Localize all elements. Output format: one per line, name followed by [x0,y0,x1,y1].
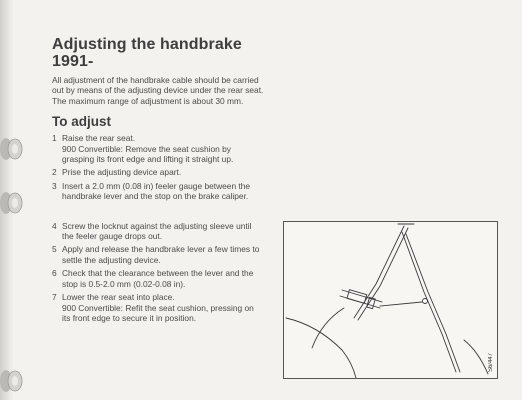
step-item [52,268,264,289]
step-item [52,181,264,202]
step-text: Insert a 2.0 mm (0.08 in) feeler gauge between the handbrake lever and the stop on the brake caliper. [62,180,251,202]
intro-text [52,75,264,106]
handbrake-line-drawing [284,222,497,378]
intro-paragraph: The maximum range of adjustment is about 30 mm. [52,95,244,106]
step-item [52,133,264,164]
step-text: Screw the locknut against the adjusting sleeve until the feeler gauge drops out. [62,220,252,242]
section-title: To adjust [52,114,111,130]
binder-tab-marker [0,136,26,162]
rod-end-pivot [423,299,428,304]
step-item [52,292,264,323]
step-number: 7 [52,292,57,303]
page-title-line-1: Adjusting the handbrake [52,36,242,53]
step-text: Lower the rear seat into place. [62,292,175,303]
step-number: 1 [52,133,57,144]
binder-ring-icon [0,136,26,162]
adjustment-steps-list [52,133,264,323]
handbrake-cable-line [358,228,408,320]
binder-ring-icon [0,190,26,216]
step-text: Raise the rear seat. [62,133,136,144]
step-number: 5 [52,244,57,255]
step-note: 900 Convertible: Remove the seat cushion by grasping its front edge and lifting it straight up. [62,143,234,165]
step-number: 4 [52,220,57,231]
binder-ring-icon [0,368,26,394]
step-number: 6 [52,268,57,279]
handbrake-adjuster-illustration [283,221,498,379]
step-text: Apply and release the handbrake lever a few times to settle the adjusting device. [62,244,260,265]
step-item [52,244,264,265]
step-number: 3 [52,180,57,191]
step-note: 900 Convertible: Refit the seat cushion, pressing on its front edge to secure it in position. [62,302,254,323]
step-item [52,167,264,177]
intro-paragraph: All adjustment of the handbrake cable should be carried out by means of the adjusting device under the rear seat. [52,75,264,96]
step-text: Check that the clearance between the lever and the stop is 0.5-2.0 mm (0.02-0.08 in). [62,268,254,289]
figure-reference-number: S6/447 [488,352,494,372]
page-title [52,36,264,70]
step-number: 2 [52,167,57,178]
adjuster-rod-line [380,302,422,306]
step-item [52,221,264,242]
body-panel-line [464,340,488,374]
binder-tab-marker [0,190,26,216]
page-title-line-2: 1991- [52,53,94,70]
seat-frame-line [286,318,356,378]
step-text: Prise the adjusting device apart. [62,167,182,178]
binder-tab-marker [0,368,26,394]
cable-curve-line [312,308,344,348]
manual-page-content [52,36,264,326]
handbrake-cable-line [402,232,456,372]
